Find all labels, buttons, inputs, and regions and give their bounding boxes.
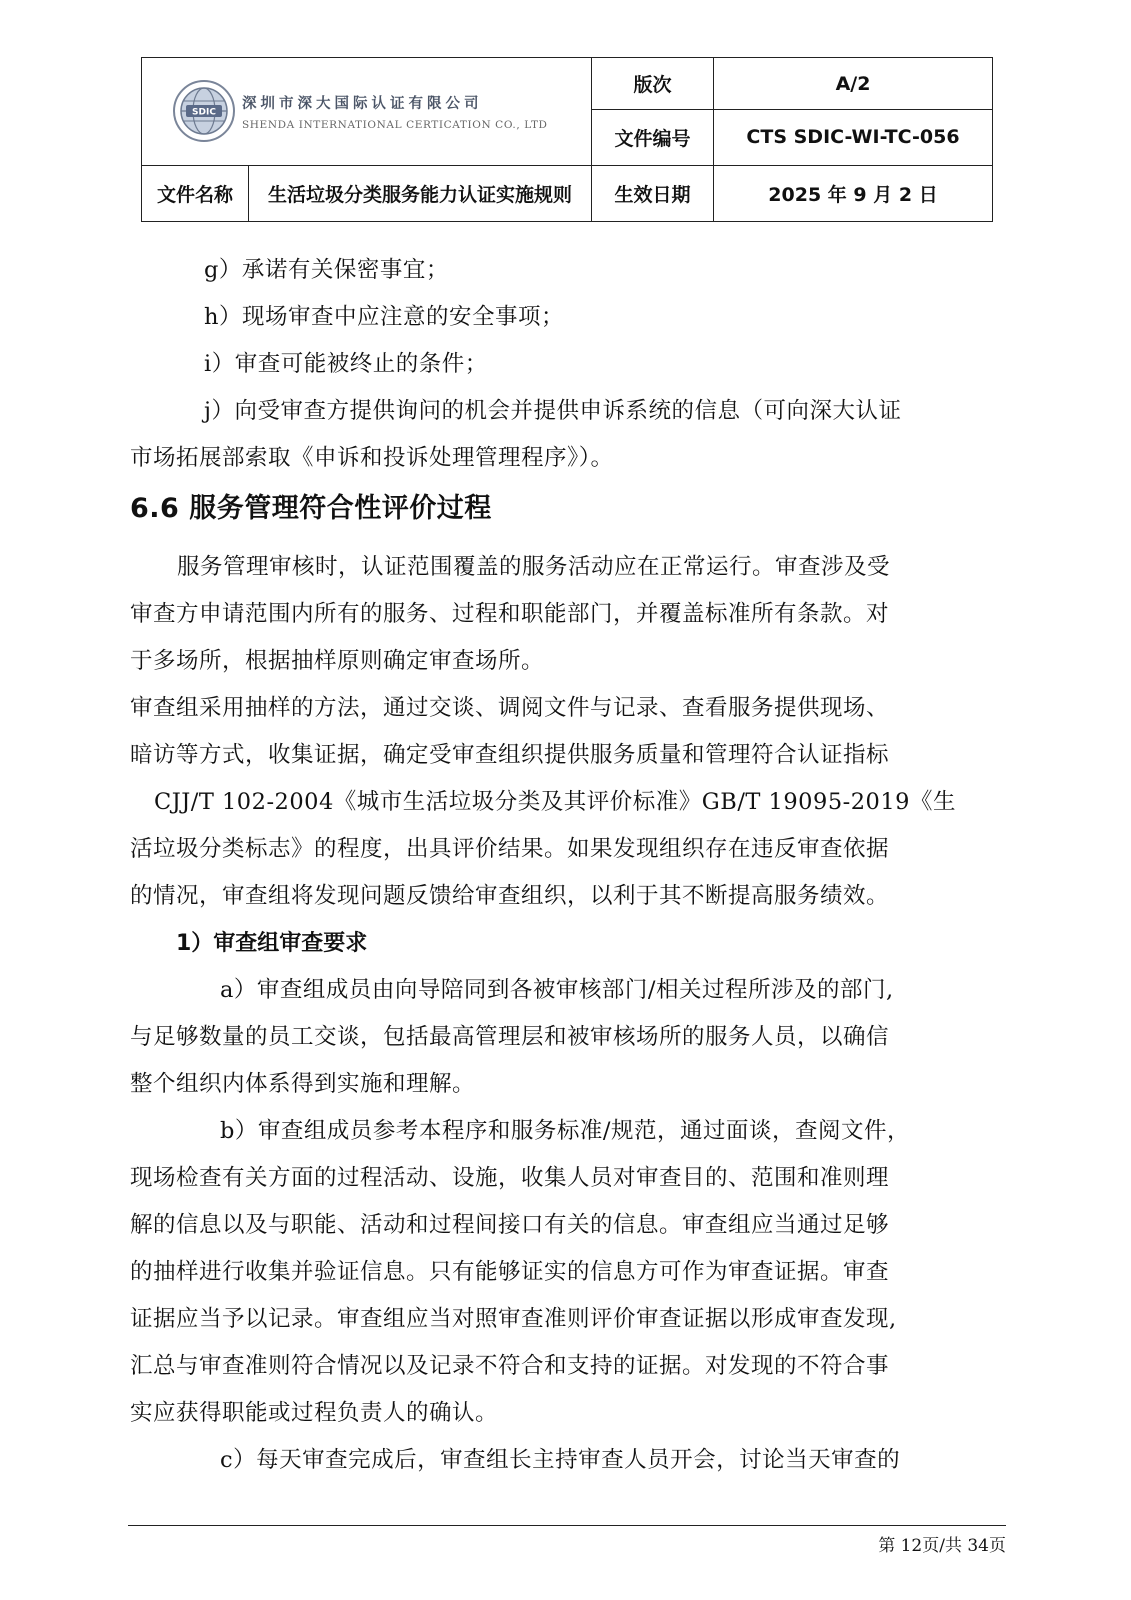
list-item-g: g）承诺有关保密事宜； [204, 257, 449, 283]
doc-name-value: 生活垃圾分类服务能力认证实施规则 [249, 165, 592, 221]
subsection-title: 1）审查组审查要求 [176, 931, 368, 956]
company-name-en: SHENDA INTERNATIONAL CERTICATION CO., LTD [242, 118, 548, 131]
doc-number-value: CTS SDIC-WI-TC-056 [714, 110, 993, 165]
item-a-line2: 与足够数量的员工交谈，包括最高管理层和被审核场所的服务人员，以确信 [130, 1024, 890, 1050]
page-number: 第 12页/共 34页 [878, 1536, 1006, 1556]
paragraph-2-line2: 暗访等方式，收集证据，确定受审查组织提供服务质量和管理符合认证指标 [130, 742, 890, 768]
footer-divider [128, 1525, 1006, 1526]
item-c-line1: c）每天审查完成后，审查组长主持审查人员开会，讨论当天审查的 [220, 1447, 901, 1473]
section-title: 6.6 服务管理符合性评价过程 [130, 493, 492, 524]
item-b-line1: b）审查组成员参考本程序和服务标准/规范，通过面谈，查阅文件， [220, 1118, 910, 1144]
version-value: A/2 [714, 58, 993, 110]
logo-emblem-text: SDIC [192, 107, 216, 118]
list-item-j-line1: j）向受审查方提供询问的机会并提供申诉系统的信息（可向深大认证 [204, 398, 902, 424]
document-header-table [141, 57, 993, 222]
paragraph-2-line3: CJJ/T 102-2004《城市生活垃圾分类及其评价标准》GB/T 19095-2019《生 [154, 789, 956, 815]
item-b-line7: 实应获得职能或过程负责人的确认。 [130, 1400, 499, 1426]
doc-name-label: 文件名称 [142, 165, 249, 221]
company-name-cn: 深圳市深大国际认证有限公司 [242, 95, 483, 112]
paragraph-1-line2: 审查方申请范围内所有的服务、过程和职能部门，并覆盖标准所有条款。对 [130, 601, 890, 627]
item-a-line1: a）审查组成员由向导陪同到各被审核部门/相关过程所涉及的部门, [220, 977, 894, 1003]
list-item-j-line2: 市场拓展部索取《申诉和投诉处理管理程序》）。 [130, 445, 614, 471]
version-label: 版次 [592, 58, 714, 110]
item-b-line4: 的抽样进行收集并验证信息。只有能够证实的信息方可作为审查证据。审查 [130, 1259, 890, 1285]
paragraph-2-line1: 审查组采用抽样的方法，通过交谈、调阅文件与记录、查看服务提供现场、 [130, 695, 890, 721]
doc-number-label: 文件编号 [592, 110, 714, 165]
company-logo-icon [172, 79, 236, 143]
effective-date-label: 生效日期 [592, 165, 714, 221]
item-b-line6: 汇总与审查准则符合情况以及记录不符合和支持的证据。对发现的不符合事 [130, 1353, 890, 1379]
effective-date-value: 2025 年 9 月 2 日 [714, 165, 993, 221]
item-b-line2: 现场检查有关方面的过程活动、设施，收集人员对审查目的、范围和准则理 [130, 1165, 890, 1191]
list-item-i: i）审查可能被终止的条件； [204, 351, 488, 377]
item-b-line5: 证据应当予以记录。审查组应当对照审查准则评价审查证据以形成审查发现, [130, 1306, 897, 1332]
item-b-line3: 解的信息以及与职能、活动和过程间接口有关的信息。审查组应当通过足够 [130, 1212, 890, 1238]
paragraph-1-line3: 于多场所，根据抽样原则确定审查场所。 [130, 648, 545, 674]
list-item-h: h）现场审查中应注意的安全事项； [204, 304, 564, 330]
company-logo-cell [142, 58, 592, 166]
paragraph-2-line4: 活垃圾分类标志》的程度，出具评价结果。如果发现组织存在违反审查依据 [130, 836, 890, 862]
document-body [130, 247, 1010, 1484]
paragraph-2-line5: 的情况，审查组将发现问题反馈给审查组织，以利于其不断提高服务绩效。 [130, 883, 890, 909]
item-a-line3: 整个组织内体系得到实施和理解。 [130, 1071, 476, 1097]
paragraph-1-line1: 服务管理审核时，认证范围覆盖的服务活动应在正常运行。审查涉及受 [177, 554, 891, 580]
